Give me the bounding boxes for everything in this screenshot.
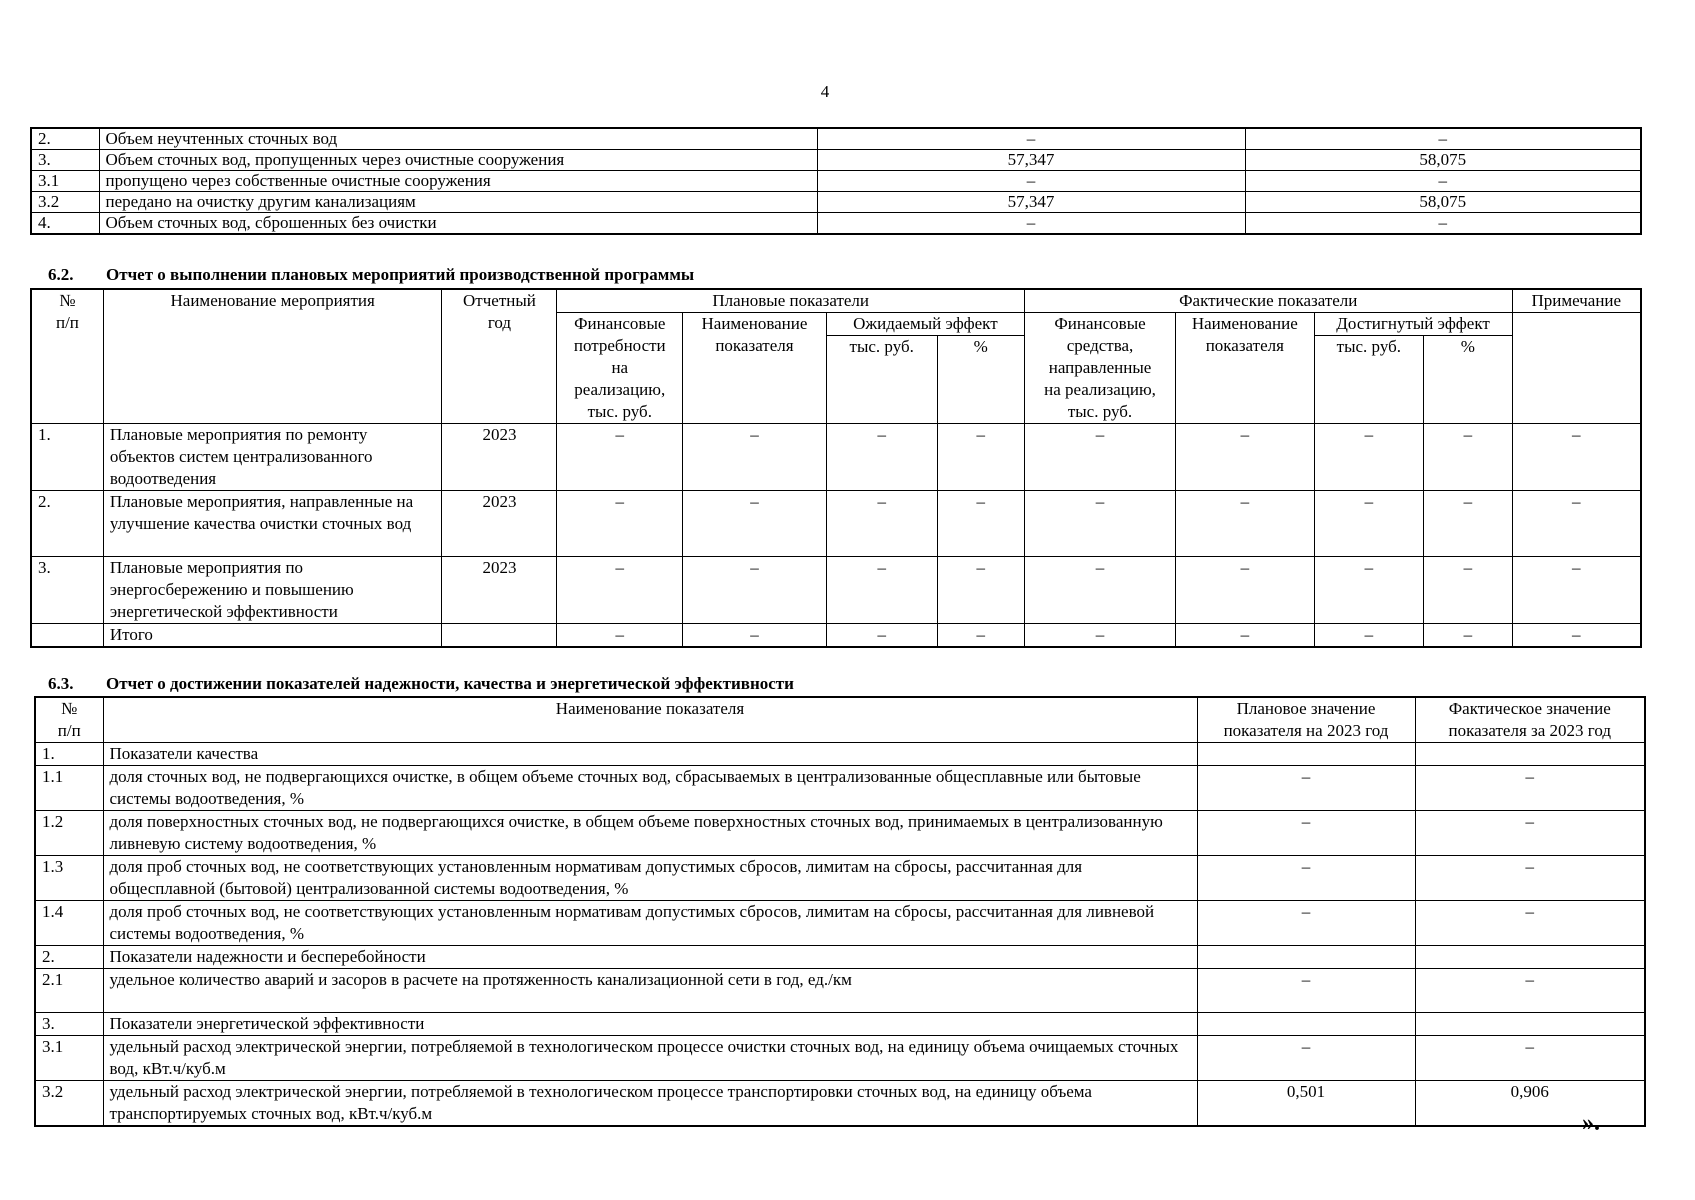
row-fact-value xyxy=(1415,743,1645,766)
row-fact-value: – xyxy=(1415,856,1645,901)
row-number: 3.2 xyxy=(31,192,99,213)
row-name: Объем сточных вод, пропущенных через очистные сооружения xyxy=(99,150,817,171)
section-number: 6.3. xyxy=(48,674,74,693)
row-number: 3.1 xyxy=(35,1036,103,1081)
cell-plan-thous: – xyxy=(826,491,937,557)
row-name: Плановые мероприятия по энергосбережению и повышению энергетической эффективности xyxy=(103,557,442,624)
cell-plan-fin: – xyxy=(557,624,683,648)
row-name: Плановые мероприятия по ремонту объектов систем централизованного водоотведения xyxy=(103,424,442,491)
section-number: 6.2. xyxy=(48,265,74,284)
row-number: 3.2 xyxy=(35,1081,103,1127)
col-header-fact-pct: % xyxy=(1424,336,1512,424)
cell-plan-pct: – xyxy=(937,424,1024,491)
row-value-1: – xyxy=(817,128,1245,150)
col-header-name: Наименование мероприятия xyxy=(103,289,442,424)
cell-fact-thous: – xyxy=(1314,624,1424,648)
row-name: Объем сточных вод, сброшенных без очистки xyxy=(99,213,817,235)
row-value-1: – xyxy=(817,213,1245,235)
cell-plan-fin: – xyxy=(557,491,683,557)
row-name: удельный расход электрической энергии, потребляемой в технологическом процессе транспортировки сточных вод, на единицу объема транспортируемых сточных вод, кВт.ч/куб.м xyxy=(103,1081,1197,1127)
row-fact-value: – xyxy=(1415,766,1645,811)
col-header-name: Наименование показателя xyxy=(103,697,1197,743)
cell-fact-fin: – xyxy=(1024,424,1175,491)
col-header-num: № п/п xyxy=(35,697,103,743)
row-name: Итого xyxy=(103,624,442,648)
cell-plan-ind: – xyxy=(683,424,827,491)
row-value-2: 58,075 xyxy=(1245,192,1641,213)
section-6-3-heading xyxy=(48,674,794,694)
row-number: 1.1 xyxy=(35,766,103,811)
row-number: 3. xyxy=(31,557,103,624)
col-header-plan-fin: Финансовые потребности на реализацию, тыс. руб. xyxy=(557,313,683,424)
table-row xyxy=(31,213,1641,235)
col-header-fact-eff: Достигнутый эффект xyxy=(1314,313,1512,336)
col-header-note-blank xyxy=(1512,313,1641,424)
row-name: доля поверхностных сточных вод, не подвергающихся очистке, в общем объеме поверхностных сточных вод, принимаемых в централизованную ливневую систему водоотведения, % xyxy=(103,811,1197,856)
cell-note: – xyxy=(1512,491,1641,557)
cell-note: – xyxy=(1512,424,1641,491)
cell-fact-pct: – xyxy=(1424,424,1512,491)
indicators-table xyxy=(34,696,1646,1127)
col-header-plan: Плановое значение показателя на 2023 год xyxy=(1197,697,1415,743)
cell-fact-fin: – xyxy=(1024,557,1175,624)
row-plan-value xyxy=(1197,1013,1415,1036)
row-name: Показатели энергетической эффективности xyxy=(103,1013,1197,1036)
section-title: Отчет о выполнении плановых мероприятий производственной программы xyxy=(106,265,695,284)
col-header-fact: Фактическое значение показателя за 2023 год xyxy=(1415,697,1645,743)
row-number: 1.2 xyxy=(35,811,103,856)
row-number: 2.1 xyxy=(35,969,103,1013)
row-number: 1.3 xyxy=(35,856,103,901)
table-row xyxy=(35,1081,1645,1127)
row-year: 2023 xyxy=(442,424,557,491)
table-row xyxy=(31,624,1641,648)
table-row xyxy=(31,557,1641,624)
table-row xyxy=(31,128,1641,150)
cell-fact-pct: – xyxy=(1424,491,1512,557)
col-header-fact-fin: Финансовые средства, направленные на реализацию, тыс. руб. xyxy=(1024,313,1175,424)
row-plan-value: – xyxy=(1197,901,1415,946)
row-name: Объем неучтенных сточных вод xyxy=(99,128,817,150)
row-fact-value: – xyxy=(1415,901,1645,946)
row-name: доля сточных вод, не подвергающихся очистке, в общем объеме сточных вод, сбрасываемых в централизованные общесплавные или бытовые системы водоотведения, % xyxy=(103,766,1197,811)
cell-plan-ind: – xyxy=(683,557,827,624)
col-header-plan-pct: % xyxy=(937,336,1024,424)
cell-plan-fin: – xyxy=(557,557,683,624)
row-value-2: – xyxy=(1245,213,1641,235)
cell-fact-fin: – xyxy=(1024,491,1175,557)
table-row xyxy=(35,811,1645,856)
cell-note: – xyxy=(1512,557,1641,624)
row-plan-value: – xyxy=(1197,1036,1415,1081)
row-plan-value: – xyxy=(1197,766,1415,811)
col-header-plan: Плановые показатели xyxy=(557,289,1024,313)
table-row xyxy=(31,192,1641,213)
cell-plan-ind: – xyxy=(683,624,827,648)
row-plan-value: – xyxy=(1197,811,1415,856)
row-fact-value xyxy=(1415,946,1645,969)
row-value-1: 57,347 xyxy=(817,150,1245,171)
planned-measures-table xyxy=(30,288,1642,648)
cell-fact-ind: – xyxy=(1176,624,1314,648)
col-header-num: № п/п xyxy=(31,289,103,424)
row-fact-value: 0,906 xyxy=(1415,1081,1645,1127)
row-plan-value xyxy=(1197,743,1415,766)
row-value-1: 57,347 xyxy=(817,192,1245,213)
cell-fact-ind: – xyxy=(1176,557,1314,624)
row-number: 1.4 xyxy=(35,901,103,946)
row-name: доля проб сточных вод, не соответствующих установленным нормативам допустимых сбросов, лимитам на сбросы, рассчитанная для общесплавной (бытовой) централизованной системы водоотведения, % xyxy=(103,856,1197,901)
table-row xyxy=(35,856,1645,901)
col-header-note: Примечание xyxy=(1512,289,1641,313)
row-fact-value: – xyxy=(1415,811,1645,856)
row-fact-value: – xyxy=(1415,1036,1645,1081)
col-header-fact-ind: Наименование показателя xyxy=(1176,313,1314,424)
closing-mark: ». xyxy=(1582,1110,1600,1136)
row-plan-value xyxy=(1197,946,1415,969)
row-number: 2. xyxy=(31,128,99,150)
cell-plan-thous: – xyxy=(826,424,937,491)
cell-fact-thous: – xyxy=(1314,491,1424,557)
row-name: удельное количество аварий и засоров в расчете на протяженность канализационной сети в год, ед./км xyxy=(103,969,1197,1013)
table-row xyxy=(31,491,1641,557)
cell-plan-thous: – xyxy=(826,557,937,624)
table-row xyxy=(35,969,1645,1013)
cell-note: – xyxy=(1512,624,1641,648)
cell-fact-fin: – xyxy=(1024,624,1175,648)
cell-fact-pct: – xyxy=(1424,557,1512,624)
row-plan-value: – xyxy=(1197,856,1415,901)
col-header-year: Отчетный год xyxy=(442,289,557,424)
section-title: Отчет о достижении показателей надежности, качества и энергетической эффективности xyxy=(106,674,794,693)
table-row xyxy=(31,150,1641,171)
row-name: доля проб сточных вод, не соответствующих установленным нормативам допустимых сбросов, лимитам на сбросы, рассчитанная для ливневой системы водоотведения, % xyxy=(103,901,1197,946)
row-number: 2. xyxy=(31,491,103,557)
wastewater-volume-table xyxy=(30,127,1642,235)
cell-plan-ind: – xyxy=(683,491,827,557)
row-name: Показатели качества xyxy=(103,743,1197,766)
row-value-2: – xyxy=(1245,171,1641,192)
col-header-fact: Фактические показатели xyxy=(1024,289,1512,313)
row-number: 3.1 xyxy=(31,171,99,192)
cell-fact-pct: – xyxy=(1424,624,1512,648)
table-row xyxy=(35,946,1645,969)
table-row xyxy=(35,1013,1645,1036)
row-plan-value: – xyxy=(1197,969,1415,1013)
row-year xyxy=(442,624,557,648)
row-number: 4. xyxy=(31,213,99,235)
row-name: Плановые мероприятия, направленные на улучшение качества очистки сточных вод xyxy=(103,491,442,557)
row-fact-value xyxy=(1415,1013,1645,1036)
row-number xyxy=(31,624,103,648)
row-year: 2023 xyxy=(442,491,557,557)
cell-plan-pct: – xyxy=(937,491,1024,557)
row-number: 3. xyxy=(35,1013,103,1036)
section-6-2-heading xyxy=(48,265,694,285)
row-number: 3. xyxy=(31,150,99,171)
row-number: 1. xyxy=(35,743,103,766)
page-number: 4 xyxy=(820,82,830,101)
row-name: передано на очистку другим канализациям xyxy=(99,192,817,213)
row-value-1: – xyxy=(817,171,1245,192)
row-name: Показатели надежности и бесперебойности xyxy=(103,946,1197,969)
row-value-2: 58,075 xyxy=(1245,150,1641,171)
table-row xyxy=(31,171,1641,192)
table-row xyxy=(35,1036,1645,1081)
row-value-2: – xyxy=(1245,128,1641,150)
row-plan-value: 0,501 xyxy=(1197,1081,1415,1127)
cell-plan-fin: – xyxy=(557,424,683,491)
table-row xyxy=(35,901,1645,946)
row-name: удельный расход электрической энергии, потребляемой в технологическом процессе очистки сточных вод, на единицу объема очищаемых сточных вод, кВт.ч/куб.м xyxy=(103,1036,1197,1081)
cell-fact-thous: – xyxy=(1314,424,1424,491)
row-name: пропущено через собственные очистные сооружения xyxy=(99,171,817,192)
col-header-plan-ind: Наименование показателя xyxy=(683,313,827,424)
table-row xyxy=(35,743,1645,766)
col-header-plan-eff: Ожидаемый эффект xyxy=(826,313,1024,336)
cell-plan-pct: – xyxy=(937,624,1024,648)
cell-fact-thous: – xyxy=(1314,557,1424,624)
table-row xyxy=(35,766,1645,811)
cell-fact-ind: – xyxy=(1176,424,1314,491)
table-row xyxy=(31,424,1641,491)
row-number: 2. xyxy=(35,946,103,969)
row-number: 1. xyxy=(31,424,103,491)
col-header-fact-thous: тыс. руб. xyxy=(1314,336,1424,424)
col-header-plan-thous: тыс. руб. xyxy=(826,336,937,424)
cell-fact-ind: – xyxy=(1176,491,1314,557)
row-fact-value: – xyxy=(1415,969,1645,1013)
cell-plan-thous: – xyxy=(826,624,937,648)
cell-plan-pct: – xyxy=(937,557,1024,624)
row-year: 2023 xyxy=(442,557,557,624)
